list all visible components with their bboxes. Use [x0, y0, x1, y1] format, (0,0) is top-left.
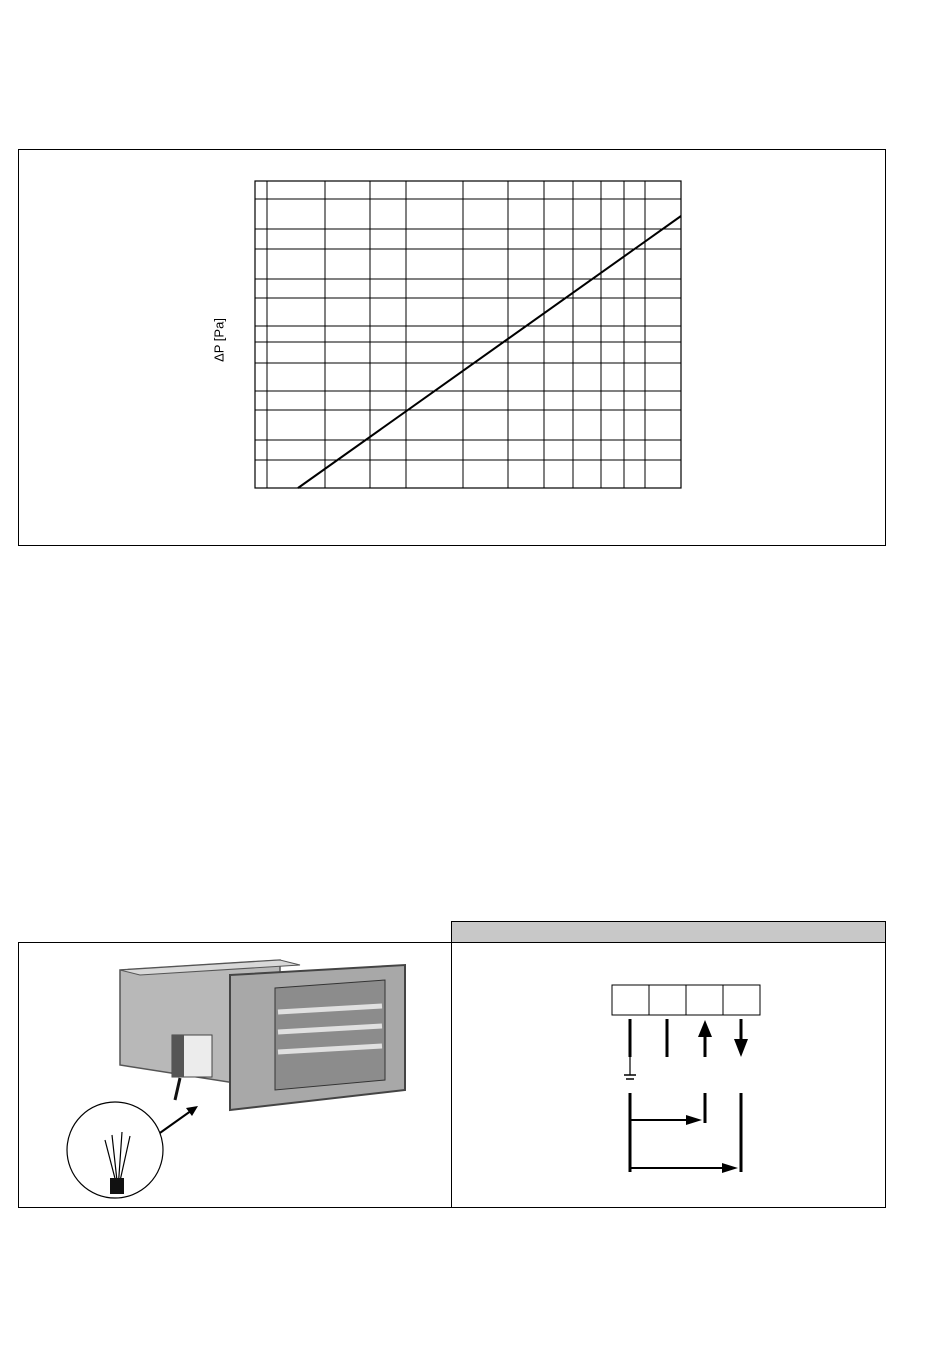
actuator-cable — [175, 1078, 180, 1100]
plot-area — [255, 181, 681, 488]
wiring-diagram — [600, 975, 780, 1185]
terminal-4 — [723, 985, 760, 1015]
pressure-drop-chart — [0, 0, 950, 600]
cable-sheath — [110, 1178, 124, 1194]
chart-grid — [255, 181, 681, 488]
column-divider — [451, 942, 452, 1208]
damper-product-illustration — [60, 950, 420, 1200]
actuator-side — [172, 1035, 184, 1077]
duct-opening — [275, 980, 385, 1090]
y-axis-label: ΔP [Pa] — [211, 318, 227, 362]
terminal-1 — [612, 985, 649, 1015]
terminal-block — [612, 985, 760, 1015]
callout-arrowhead — [186, 1106, 198, 1116]
terminal-3 — [686, 985, 723, 1015]
terminal-2 — [649, 985, 686, 1015]
table-header-bar — [451, 921, 886, 943]
